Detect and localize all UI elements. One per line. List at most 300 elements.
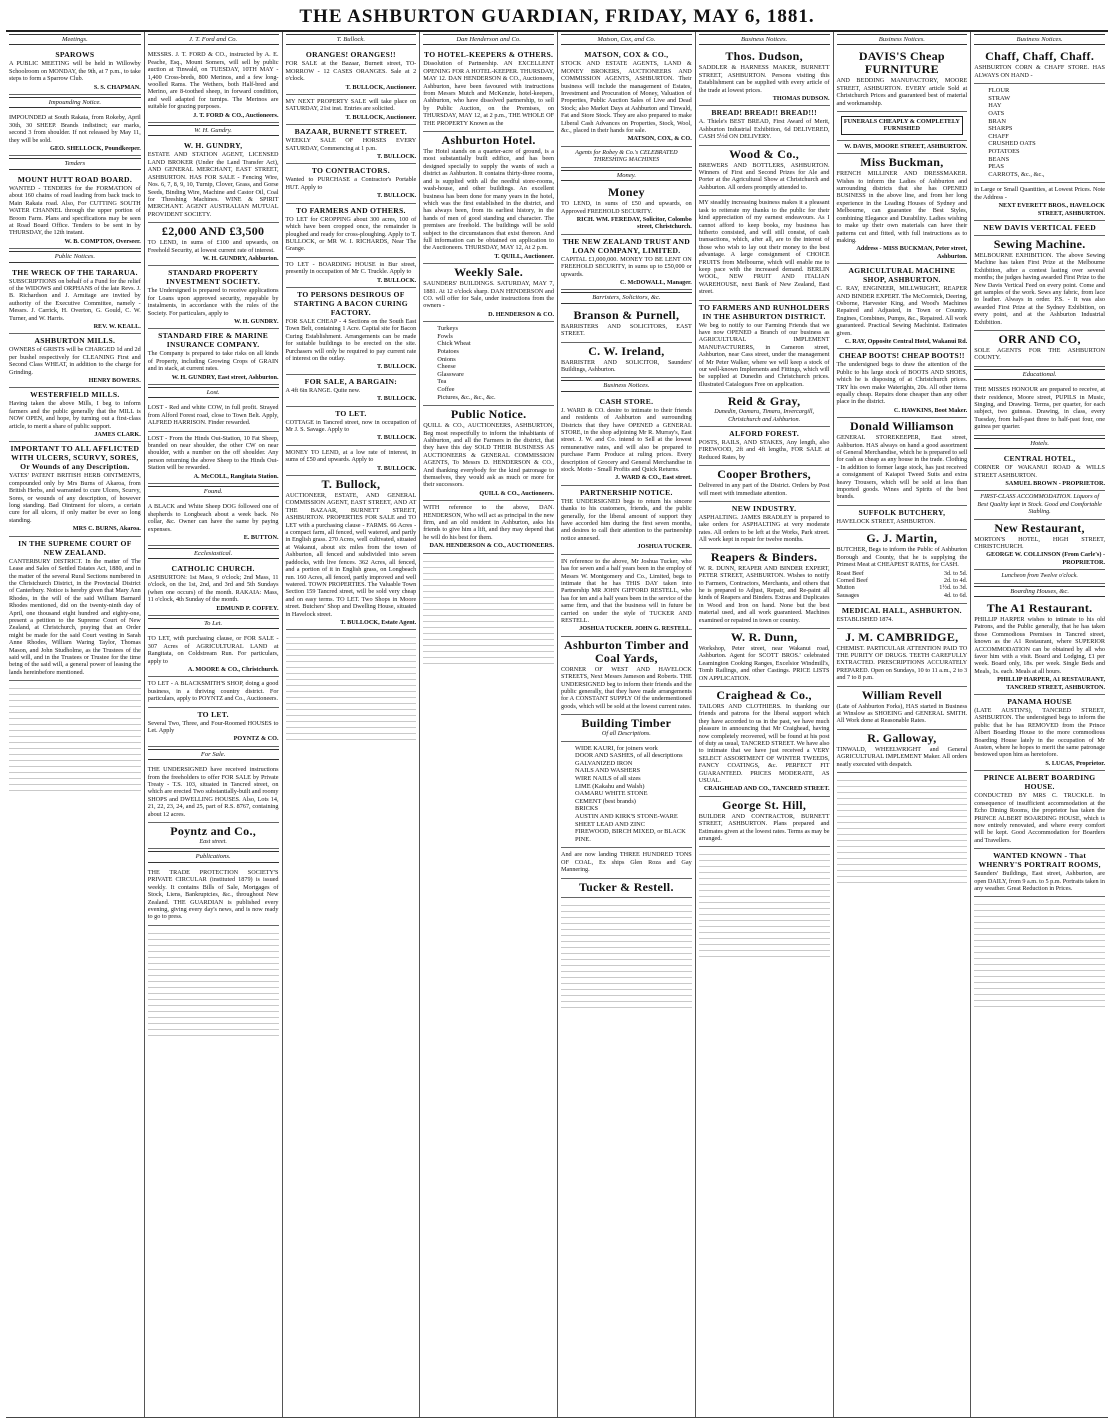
ad-signature: EDMUND P. COFFEY. — [216, 604, 279, 612]
advertisement — [148, 139, 279, 223]
advertisement — [148, 266, 279, 329]
ad-heading: IMPORTANT TO ALL AFFLICTED WITH ULCERS, SCURVY, SORES, Or Wounds of any Description. — [10, 444, 140, 472]
advertisement — [286, 125, 417, 164]
advertisement — [974, 570, 1105, 583]
list-item: BRAN — [988, 117, 1007, 125]
ad-item-list — [437, 325, 554, 401]
ad-body: IN reference to the above, Mr Joshua Tucker, who has for seven and a half years been in the employ of Messrs W. Montgomery and Co., Limited, begs to intimate that he has THIS DAY taken into Partnership MR JOHN GIFFORD RESTELL, who has for ten and a half years been in the service of the same firm, and that the business will in future be carried on under the style of TUCKER AND RESTELL. — [561, 557, 692, 624]
list-item: STRAW — [988, 94, 1011, 102]
ad-body: A 4ft 6in RANGE. Quite new. — [285, 386, 361, 394]
price-row — [837, 577, 968, 584]
section-header: Public Notices. — [9, 251, 141, 262]
advertisement — [974, 452, 1105, 491]
ad-body: TINWALD, WHEELWRIGHT and General AGRICULTURAL IMPLEMENT Maker. All orders neatly executed with despatch. — [836, 745, 968, 768]
ad-body: J. WARD & CO. desire to intimate to their friends and residents of Ashburton and surrounding Districts that they have OPENED a GENERAL STORE, in the shop adjoining Mr R. Murray's, East street. J. W. and Co. intend to Sell at the lowest remunerative rates, and will also be prepared to purchase Farm Produce at ruling prices. Every description of Grocery and General Merchandise in stock. Motto - Small Profits and Quick Returns. — [561, 406, 692, 474]
price-value: 3d. to 5d. — [943, 569, 968, 577]
advertisement — [423, 406, 554, 501]
advertisement — [286, 48, 417, 95]
advertisement — [699, 797, 830, 848]
column-2 — [144, 32, 282, 1417]
advertisement — [699, 502, 830, 549]
ad-subheading: Of all Descriptions. — [601, 730, 651, 738]
ad-signature: T. BULLOCK. — [376, 464, 417, 472]
ad-body: SAUNDERS' BUILDINGS. SATURDAY, MAY 7, 1881. At 12 o'clock sharp. DAN HENDERSON and CO. will offer for Sale, under instructions from the owners - — [423, 280, 554, 310]
ad-signature: T. QUILL, Auctioneer. — [494, 252, 554, 260]
ad-heading: PRINCE ALBERT BOARDING HOUSE. — [983, 773, 1096, 792]
ad-body: Delivered in any part of the District. Orders by Post will meet with immediate attention. — [698, 482, 830, 497]
ad-signature: T. BULLOCK. — [376, 192, 417, 200]
list-item: Glassware — [437, 370, 464, 378]
advertisement — [974, 221, 1105, 236]
section-header: Hotels. — [974, 438, 1105, 449]
ad-body: TO LET for CROPPING about 300 acres, 100 of which have been cropped once, the remainder is ploughed and ready for cross-ploughing. Apply to T. BULLOCK, or MR W. I. RICHARDS, Near The Grange. — [285, 215, 417, 253]
ad-body: PHILLIP HARPER wishes to intimate to his old Patrons, and the Public generally, that he has taken those Commodious Premises in Tancred street, known as the A1 Restaurant, where SUPERIOR ACCOMMODATION can be obtained by all who favor him with a visit. Board and Lodging, £1 per week. Board only, 18s. per week. Single Beds and Meals, 1s. each. Meals at all hours. — [974, 615, 1105, 675]
section-header: Business Notices. — [837, 34, 968, 45]
ad-heading: STANDARD FIRE & MARINE INSURANCE COMPANY. — [158, 331, 269, 350]
ad-body: CHEMIST. PARTICULAR ATTENTION PAID TO THE PURITY OF DRUGS. TEETH CAREFULLY EXTRACTED. PRESCRIPTIONS ACCURATELY PREPARED. Open on Sundays, 10 to 11 a.m., 2 to 3 and 7 to 8 p.m. — [836, 644, 968, 682]
ad-body: MY steadily increasing business makes it a pleasant task to reiterate my thanks to the public for their kind appreciation of my earnest endeavours. As I cannot afford to keep books, my business has hitherto consisted, and will still consist, of cash transactions, which, after all, are to the interest of those who wish to lay out their money to the best advantage. A large consignment of CHOICE FRUITS from Melbourne, which will enable me to keep pace with the increased demand. BERLIN WOOL, NEW FRUIT AND ITALIAN WAREHOUSE, next Bank of New Zealand, East street. — [698, 199, 830, 296]
advertisement — [148, 223, 279, 266]
advertisement — [699, 427, 830, 466]
ad-signature: HENRY BOWERS. — [88, 377, 141, 384]
ad-body: MONEY TO LEND, at a low rate of interest, in sums of £50 and upwards. Apply to — [285, 448, 417, 464]
advertisement — [837, 418, 968, 506]
advertisement — [286, 407, 417, 446]
ad-heading: William Revell — [861, 687, 943, 702]
ad-body: BREWERS AND BOTTLERS, ASHBURTON. Winners of First and Second Prizes for Ale and Porter at the Agricultural Show at Christchurch and Ashburton. All orders promptly attended to. — [698, 161, 830, 191]
ad-heading: PANAMA HOUSE — [1007, 697, 1073, 707]
advertisement — [286, 95, 417, 125]
ad-heading: Donald Williamson — [850, 419, 954, 434]
ad-heading: CHEAP BOOTS! CHEAP BOOTS!! — [839, 351, 965, 361]
ad-item-list — [575, 745, 692, 844]
ad-body: ESTATE AND STATION AGENT, LICENSED LAND BROKER (Under the Land Transfer Act), AND GENERAL MERCHANT, EAST STREET, ASHBURTON. HAS FOR SALE - Fencing Wire, Nos. 6, 7, 8, 9, 10, Turnip, Clover, Grass, and Gorse Seeds, Binding Wire, Machine and Castor Oil, Coal for Threshing Machines. WINE & SPIRIT MERCHANT. AGENT AUSTRALIAN MUTUAL PROVIDENT SOCIETY. — [147, 151, 279, 218]
ad-signature: GEO. SHELLOCK, Poundkeeper. — [50, 145, 141, 153]
ad-heading: TO PERSONS DESIROUS OF STARTING A BACON CURING FACTORY. — [293, 289, 409, 317]
ad-heading: J. M. CAMBRIDGE, — [845, 629, 959, 644]
ad-signature: T. BULLOCK, Auctioneer. — [345, 83, 417, 91]
ad-heading: AGRICULTURAL MACHINE SHOP, ASHBURTON. — [848, 266, 956, 285]
advertisement — [837, 154, 968, 264]
ad-body: QUILL & CO., AUCTIONEERS, ASHBURTON, Beg most respectfully to inform the inhabitants of Ashburton, and all the Farmers in the district, that they have this day SOLD THEIR BUSINESS AS AUCTIONEERS & GENERAL COMMISSION AGENTS, To Messrs D. HENDERSON & CO., And thanking everybody for the kind patronage to themselves, they would ask as much or more for their successors. — [423, 422, 554, 489]
boxed-notice: FUNERALS CHEAPLY & COMPLETELY FURNISHED — [841, 116, 964, 135]
advertisement — [561, 235, 692, 291]
section-header: Found. — [148, 486, 279, 497]
ad-body: A BLACK and White Sheep DOG followed one of shepherds to Longbeach about a week back. No collar, &c. Owner can have the same by paying expenses. — [147, 503, 279, 533]
ad-body: GENERAL STOREKEEPER, East street, Ashburton. HAS always on hand a good assortment of General Merchandise, which he is prepared to sell for cash as cheap as any house in the trade. Clothing - In addition to former large stock, has just received a consignment of Kaiapoi Tweed Suits and extra heavy Trousers, which will be sold at less than imported goods. Wines and Spirits of the best brands. — [836, 434, 968, 501]
ad-body: CONDUCTED BY MRS C. TRUCKLE. In consequence of insufficient accommodation at the Echo Dining Rooms, the proprietor has taken the PRINCE ALBERT BOARDING HOUSE, which is now entirely renovated, and where every comfort will be kept. Good Accommodation for Boarders and Travellers. — [974, 792, 1105, 844]
ad-body: TO LET, with purchasing clause, or FOR SALE - 307 Acres of AGRICULTURAL LAND at Rangitata, on Coldstream Run. For particulars, apply to — [147, 635, 279, 665]
advertisement — [9, 48, 141, 95]
ad-subheading: Luncheon from Twelve o'clock. — [1001, 572, 1078, 580]
ad-heading: W. H. GUNDRY, — [183, 141, 243, 151]
ad-body: FOR SALE CHEAP - 4 Sections on the South East Town Belt, containing 1 Acre. Capital site for Bacon Curing Establishment. Arrangements can be made for suitable buildings to be erected on the site. Purchasers will only be required to pay current rate of interest on the outlay. — [285, 317, 417, 362]
advertisement — [423, 501, 554, 553]
advertisement — [9, 173, 141, 249]
price-row — [837, 584, 968, 591]
ad-heading: Weekly Sale. — [454, 265, 524, 280]
advertisement — [974, 771, 1105, 849]
advertisement — [699, 549, 830, 629]
ad-body: AND BEDDING MANUFACTORY, MOORE STREET, ASHBURTON. EVERY article Sold at Christchurch Prices and guaranteed best of material and workmanship. — [836, 77, 968, 107]
ad-body: We beg to notify to our Farming Friends that we have now OPENED a Branch of our business as AGRICULTURAL IMPLEMENT MANUFACTURERS, in Cameron street, Ashburton, near Cass street, under the management of Mr Peter Walker, where we will keep a stock of our well-known Implements and Fittings, which will be supplied at Dunedin and Christchurch prices. Illustrated Catalogues Free on application. — [698, 321, 830, 388]
advertisement — [699, 301, 830, 394]
column-continuation — [699, 849, 830, 959]
list-item: Pictures, &c., &c., &c. — [437, 393, 496, 401]
ad-heading: CASH STORE. — [599, 396, 654, 406]
ad-body: WITH reference to the above, DAN. HENDERSON, Who will act as principal in the new firm, and an old resident in Ashburton, asks his friends to give him a lift, and they may depend that he will do his best for them. — [423, 504, 554, 541]
ad-body: CORNER OF WEST AND HAVELOCK STREETS, Next Messrs Jameson and Roberts. THE UNDERSIGNED beg to inform their friends and the public generally, that they have made arrangements for A CONSTANT SUPPLY Of the undermentioned goods, which will be sold at the lowest current rates. — [561, 665, 692, 710]
ad-heading: WANTED KNOWN - That WHENRY'S PORTRAIT ROOMS, — [978, 851, 1101, 870]
ad-heading: ORR AND CO, — [998, 332, 1081, 347]
ad-signature: MATSON, COX, & CO. — [627, 135, 692, 143]
list-item: Coffee — [437, 385, 455, 393]
advertisement — [837, 48, 968, 112]
advertisement — [561, 48, 692, 146]
advertisement — [837, 530, 968, 604]
advertisement — [286, 446, 417, 476]
advertisement — [974, 600, 1105, 695]
ad-signature: NEXT EVERETT BROS., HAVELOCK STREET, ASHBURTON. — [998, 202, 1105, 217]
ad-heading: STANDARD PROPERTY INVESTMENT SOCIETY. — [166, 268, 261, 287]
ad-heading: NEW DAVIS VERTICAL FEED — [983, 222, 1097, 232]
ad-heading: NEW INDUSTRY. — [731, 504, 797, 514]
ad-body: (LATE AUSTIN'S), TANCRED STREET, ASHBURTON. The undersigned begs to inform the public that he has REMOVED from the Prince Albert Boarding House to the more commodious Boarding House lately in the occupation of Mr Austen, where he hopes to merit the same patronage bestowed upon him as heretofore. — [974, 707, 1105, 759]
list-item: WIRE NAILS of all sizes — [575, 774, 641, 782]
ad-body: TO LEND, in sums of £100 and upwards, on Freehold Security, at lowest current rate of interest. — [147, 239, 279, 254]
list-item: CEMENT (best brands) — [575, 797, 636, 805]
ad-heading: R. Galloway, — [867, 730, 937, 745]
column-8 — [970, 32, 1108, 1417]
advertisement — [561, 343, 692, 379]
columns-container — [6, 32, 1108, 1418]
ad-heading: TO FARMERS AND RUNHOLDERS IN THE ASHBURTON DISTRICT. — [698, 302, 830, 321]
ad-body: BUILDER AND CONTRACTOR, BURNETT STREET, ASHBURTON. Plans prepared and Estimates given at the lowest rates. Terms as may be arranged. — [698, 812, 830, 843]
ad-body: THE UNDERSIGNED begs to return his sincere thanks to his customers, friends, and the public generally, for the liberal amount of support they have accorded him during the first seven months, and desires to call their attention to the partnership notice annexed. — [561, 497, 692, 542]
ad-body: TAILORS AND CLOTHIERS. In thanking our friends and patrons for the liberal support which they have accorded to us in the past, we have much pleasure in announcing that Mr Craighead, having now completely recovered, will be found at his post of duty as usual, TANCRED STREET. We have also to intimate that we have just received a VERY SELECT ASSORTMENT OF WINTER TWEEDS, FANCY COATINGS, &c. PERFECT FIT GUARANTEED. PRICES MODERATE, AS USUAL. — [698, 702, 830, 785]
ad-signature: Address - MISS BUCKMAN, Peter street, Ashburton. — [856, 245, 968, 260]
advertisement — [561, 555, 692, 637]
ad-signature: JAMES CLARK. — [94, 431, 141, 439]
masthead-title: THE ASHBURTON GUARDIAN, FRIDAY, MAY 6, 1881. — [6, 4, 1108, 32]
advertisement — [974, 48, 1105, 84]
price-value: 2d. to 4d. — [943, 576, 968, 584]
section-header: To Let. — [148, 618, 279, 629]
ad-heading: Sewing Machine. — [993, 236, 1086, 251]
price-value: 1½d. to 3d. — [939, 584, 968, 592]
advertisement — [561, 715, 692, 741]
ad-signature: JOSHUA TUCKER. — [637, 543, 692, 551]
ad-heading: TO HOTEL-KEEPERS & OTHERS. — [424, 50, 554, 60]
ad-subheading: Dunedin, Oamaru, Timaru, Invercargill, Christchurch and Ashburton. — [714, 408, 814, 423]
ad-body: STOCK AND ESTATE AGENTS, LAND & MONEY BROKERS, AUCTIONEERS AND COMMISSION AGENTS, ASHBURTON. Their business will include the management of Estates, Investment and Procuration of Money, Valuation of Properties, Public Auction Sales of Live and Dead Stock; also Market Days at Ashburton and Tinwald, Fat and Store Stock. They are also prepared to make Liberal Cash Advances on Properties, Stock, Wool, &c., placed in their hands for sale. — [561, 60, 692, 135]
ad-body: IMPOUNDED at South Rakaia, from Rokeby, April 30th, 30 SHEEP. Brands indistinct; ear marks, second 3 from shoulder. If not released by May 11, they will be sold. — [9, 114, 141, 144]
section-header: T. Bullock. — [286, 34, 417, 45]
ad-signature: MRS C. BURNS, Akaroa. — [72, 525, 141, 533]
ad-heading: ORANGES! ORANGES!! — [305, 50, 396, 60]
advertisement — [837, 604, 968, 628]
ad-signature: W. DAVIS, MOORE STREET, ASHBURTON. — [844, 142, 968, 150]
ad-body: Wanted to PURCHASE a Contractor's Portable HUT. Apply to — [285, 176, 417, 191]
ad-body: SOLE AGENTS FOR THE ASHBURTON COUNTY. — [974, 347, 1105, 362]
column-continuation — [974, 899, 1105, 1009]
advertisement — [974, 849, 1105, 897]
ad-heading: THE NEW ZEALAND TRUST AND LOAN COMPANY, LIMITED. — [562, 236, 691, 255]
ad-heading: Craighead & Co., — [716, 687, 812, 702]
ad-signature: T. BULLOCK. — [376, 276, 417, 284]
ad-heading: SPAROWS — [55, 50, 95, 60]
ad-body: in Large or Small Quantities, at Lowest Prices. Note the Address - — [974, 186, 1105, 201]
advertisement — [148, 432, 279, 484]
list-item: HAY — [988, 102, 1002, 110]
column-5 — [557, 32, 695, 1417]
ad-body: BARRISTERS AND SOLICITORS, EAST STREET. — [561, 322, 692, 338]
section-header: Tenders — [9, 158, 141, 169]
column-3 — [282, 32, 420, 1417]
advertisement — [837, 730, 968, 773]
advertisement — [423, 48, 554, 132]
ad-heading: Chaff, Chaff, Chaff. — [985, 49, 1095, 64]
advertisement — [561, 486, 692, 555]
advertisement — [974, 236, 1105, 331]
advertisement — [699, 146, 830, 197]
list-item: Chick Wheat — [437, 340, 471, 348]
advertisement — [286, 204, 417, 258]
ad-body: YATES' PATENT BRITISH HERB OINTMENTS, compounded only by Mrs Burns of Akaroa, from British Herbs, and warranted to cure Ulcers, Scurvy, Sores, or wounds of any description, of however long standing. Bad Ointment for ulcers, a certain cure for all ulcers, if only matter be ever so long standing. — [9, 472, 141, 524]
ad-signature: DAN. HENDERSON & CO., AUCTIONEERS. — [429, 542, 554, 550]
ad-heading: The A1 Restaurant. — [986, 600, 1093, 615]
ad-body: Workshop, Peter street, near Wakanui road, Ashburton. Agent for SCOTT BROS.' celebrated Leamington Cooking Ranges, Excelsior Windmill's, Tomb Railings, and other Castings. PRICE LISTS ON APPLICATION. — [698, 644, 830, 682]
column-4 — [419, 32, 557, 1417]
section-header: W. H. Gundry. — [148, 125, 279, 136]
ad-heading: C. W. Ireland, — [588, 343, 665, 358]
advertisement — [837, 506, 968, 530]
advertisement — [837, 687, 968, 730]
advertisement — [974, 331, 1105, 367]
ad-signature: W. H. GUNDRY, East street, Ashburton. — [171, 373, 279, 381]
ad-heading: CENTRAL HOTEL, — [1003, 454, 1076, 464]
advertisement — [423, 264, 554, 322]
advertisement — [148, 329, 279, 385]
ad-signature: POYNTZ & CO. — [233, 735, 279, 743]
ad-body: LOST - Red and white COW, in full profit. Strayed from Alford Forest road, close to Town Belt. Apply, ALFRED HARRISON. Finder rewarded. — [147, 404, 279, 427]
ad-body: THE UNDERSIGNED have received instructions from the freeholders to offer FOR SALE by Private Treaty - T.S. 103, situated in Tancred street, on which are erected Two substantially-built and roomy SHOPS and DWELLING HOUSES. Also, Lots 14, 21, 22, 23, 24, and 25, part of R.S. 8767, containing about 12 acres. — [147, 766, 279, 818]
advertisement — [423, 132, 554, 264]
list-item: WIDE KAURI, for joiners work — [575, 744, 658, 752]
advertisement — [9, 442, 141, 536]
ad-signature: D. HENDERSON & CO. — [488, 310, 554, 318]
advertisement — [699, 106, 830, 145]
list-item: Turkeys — [437, 325, 458, 333]
ad-body: C. RAY, ENGINEER, MILLWRIGHT, REAPER AND BINDER EXPERT. The McCormick, Deering, Osborne, Harvester King, and Wood's Machines Repaired and Adjusted, in Town or Country. Engines, Combines, Pumps, &c., Repaired. All work guaranteed. Practical Sewing Machinist. Estimates given. — [836, 285, 968, 337]
list-item: DOOR AND SASHES, of all descriptions — [575, 752, 683, 760]
section-header: Money. — [561, 170, 692, 181]
ad-heading: Reapers & Binders. — [710, 549, 818, 564]
ad-heading: THE WRECK OF THE TARARUA. — [11, 267, 138, 277]
ad-body: Dissolution of Partnership. AN EXCELLENT OPENING FOR A HOTEL-KEEPER. THURSDAY, MAY 12. DAN HENDERSON & CO., Auctioneers, Ashburton, have been favoured with instructions from Messrs Mutch and McKenzie, hotel-keepers, Ashburton, who have dissolved partnership, to sell by Public Auction, on the Premises, on THURSDAY, MAY 12, at 2 p.m., THE WHOLE OF THE PROPERTY Known as the — [423, 60, 554, 127]
ad-body: WEEKLY SALE OF HORSES EVERY SATURDAY, Commencing at 1 p.m. — [285, 137, 417, 152]
ad-heading: Public Notice. — [450, 407, 527, 422]
advertisement — [837, 112, 968, 141]
list-item: Onions — [437, 355, 456, 363]
advertisement — [286, 375, 417, 407]
ad-signature: SAMUEL BROWN - PROPRIETOR. — [1005, 479, 1105, 487]
ad-signature: T. BULLOCK, Estate Agent. — [340, 618, 417, 626]
ad-heading: PARTNERSHIP NOTICE. — [580, 487, 673, 497]
advertisement — [699, 629, 830, 687]
advertisement — [561, 879, 692, 898]
ad-body: A. Thiele's BEST BREAD, First Award of Merit, Ashburton Industrial Exhibition, 6d DELIVERED, CASH 5½d ON DELIVERY. — [698, 118, 830, 141]
advertisement — [9, 334, 141, 388]
ad-heading: SUFFOLK BUTCHERY, — [858, 507, 946, 517]
ad-body: CANTERBURY DISTRICT. In the matter of The Lease and Sales of Settled Estates Act, 1880, and in the matter of the several Rural Sections numbered in the Christchurch District, in the Provincial District of Canterbury. Notice is hereby given that Mary Ann Rhodes, in the will of the said William Barnard Rhodes mentioned, did on the twenty-ninth day of April, one thousand eight hundred and eighty-one, present a petition to the Supreme Court of New Zealand, at Christchurch, praying that an Order might be made for the said Court vesting in Sarah Anne Rhodes, William Waring Taylor, Thomas Mason, and John Studholme, as the Trustees of the said will, and in the Trustees or Trustee for the time being of the said will, a general power of leasing the lands hereinbefore mentioned. — [9, 557, 141, 676]
ad-body: OWNERS of GRISTS will be CHARGED 1d and 2d per bushel respectively for CLEANING First and Second Class WHEAT, in addition to the charge for Grinding. — [9, 346, 141, 376]
ad-body: And are now landing THREE HUNDRED TONS OF COAL, Ex ships Glen Roza and Gay Mannering. — [561, 851, 692, 874]
advertisement — [974, 520, 1105, 571]
advertisement — [561, 307, 692, 343]
list-item: SHARPS — [988, 125, 1013, 133]
ad-subheading: East street. — [199, 838, 227, 846]
advertisement — [699, 48, 830, 106]
advertisement — [837, 264, 968, 349]
advertisement — [286, 476, 417, 630]
ad-heading: Wood & Co., — [729, 146, 800, 161]
ad-heading: Tucker & Restell. — [578, 879, 674, 894]
section-header: Business Notices. — [561, 380, 692, 391]
price-item: Mutton — [836, 584, 855, 592]
ad-body: (Late of Ashburton Forks), HAS started in Business at Winslow as SHOEING and GENERAL SMITH. All Work done at Reasonable Rates. — [836, 702, 968, 725]
ad-heading: MOUNT HUTT ROAD BOARD. — [17, 174, 133, 184]
ad-body: AUCTIONEER, ESTATE, AND GENERAL COMMISSION AGENT, EAST STREET, AND AT THE BAZAAR, BURNETT STREET, ASHBURTON. PROPERTIES FOR SALE and TO LET with a purchasing clause - FARMS. 66 Acres - a compact farm, all fenced, well watered, and partly in English grass. 270 Acres, well cultivated, situated at Wakanui, about six miles from the town of Ashburton, all fenced and subdivided into seven paddocks, with live fences. 362 Acres, all fenced, and a portion of it in English grass, on Longbeach run. 160 Acres, all fenced, partly improved and well watered. TOWN PROPERTIES. The Valuable Town Section 159 Tancred street, will be sold very cheap and on easy terms. TO LET. Two Shops in Moore street. Butchers' Shop and Dwelling House, situated in Havelock street. — [285, 492, 417, 618]
ad-heading: Ashburton Hotel. — [441, 133, 536, 148]
list-item: POTATOES — [988, 147, 1020, 155]
ad-body: The Company is prepared to take risks on all kinds of Property, including Growing Crops of GRAIN and in stack, at current rates. — [147, 350, 279, 373]
ad-signature: A. MOORE & CO., Christchurch. — [187, 665, 279, 673]
section-header: J. T. Ford and Co. — [148, 34, 279, 45]
ad-body: LOST - From the Hinds Out-Station, 10 Fat Sheep, branded on near shoulder, the other CW on near shoulder, with a number on the off shoulder. Any person returning the above Sheep to the Hinds Out-Station will be rewarded. — [147, 434, 279, 472]
ad-body: Having taken the above Mills, I beg to inform farmers and the public generally that the MILL is NOW OPEN, and hope, by turning out a first-class article, to merit a share of public support. — [9, 400, 141, 430]
column-continuation — [423, 556, 554, 666]
advertisement — [148, 401, 279, 431]
advertisement — [837, 629, 968, 687]
ad-signature: RICH. WM. FEREDAY, Solicitor, Colombo street, Christchurch. — [576, 215, 692, 231]
ad-heading: Ashburton Timber and Coal Yards, — [564, 637, 689, 665]
ad-signature: W. H. GUNDRY. — [233, 317, 279, 325]
ad-signature: J. T. FORD & CO., Auctioneers. — [193, 111, 279, 119]
ad-body: The Undersigned is prepared to receive applications for Loans upon approved security, repayable by instalments, in accordance with the rules of the Society. For particulars, apply to — [147, 287, 279, 317]
ad-body: A PUBLIC MEETING will be held in Willowby Schoolroom on MONDAY, the 9th, at 7 p.m., to take steps to form a Sparrow Club. — [9, 60, 141, 83]
ad-heading: BAZAAR, BURNETT STREET. — [294, 127, 408, 137]
ad-body: The Hotel stands on a quarter-acre of ground, is a most substantially built edifice, and has been designed specially to supply the wants of such a district as Ashburton. It contains thirty-three rooms, and is supplied with all the needful store-rooms, wash-house, and other buildings. An excellent business has been done for many years in the hotel, which was the first established in the district, and has always been, from its earliest history, in the hands of men of good standing and character. The premises are freehold. The buildings will be sold subject to the circumstances that exist thereon. And full information can be obtained on application to the Auctioneers. THURSDAY, MAY 12, At 2 p.m. — [423, 148, 554, 252]
section-header: Barristers, Solicitors, &c. — [561, 292, 692, 303]
ad-heading: TO LET. — [335, 408, 367, 418]
section-header: Boarding Houses, &c. — [974, 586, 1105, 597]
advertisement — [286, 164, 417, 203]
ad-body: BARRISTER AND SOLICITOR, Saunders' Buildings, Ashburton. — [561, 358, 692, 373]
list-item: Potatoes — [437, 347, 459, 355]
advertisement — [423, 322, 554, 406]
list-item: Fowls — [437, 332, 453, 340]
advertisement — [148, 500, 279, 545]
advertisement — [148, 48, 279, 123]
ad-body: ASPHALTING. JAMES BRADLEY is prepared to take orders for ASPHALTING at very moderate rates. All orders to be left at the Works, Park street. All work kept in repair for twelve months. — [698, 514, 830, 544]
list-item: PEAS — [988, 163, 1004, 171]
advertisement — [148, 763, 279, 823]
section-header: Business Notices. — [974, 34, 1105, 45]
ad-body: BUTCHER, Begs to inform the Public of Ashburton Borough and County, that he is supplying the Primest Meat at CHEAPEST RATES, for CASH. — [836, 546, 968, 569]
ad-signature: T. BULLOCK. — [376, 363, 417, 371]
ad-signature: QUILL & CO., Auctioneers. — [479, 489, 554, 497]
ad-body: MORTON'S HOTEL, HIGH STREET, CHRISTCHURCH. — [974, 535, 1105, 550]
ad-heading: CATHOLIC CHURCH. — [171, 563, 255, 573]
ad-signature: C. McDOWALL, Manager. — [619, 278, 692, 286]
section-header: Meetings. — [9, 34, 141, 45]
advertisement — [561, 848, 692, 878]
advertisement — [974, 491, 1105, 519]
ad-signature: A. McCOLL, Rangitata Station. — [193, 472, 279, 480]
ad-signature: T. BULLOCK. — [376, 434, 417, 442]
advertisement — [148, 866, 279, 926]
price-value: 4d. to 6d. — [943, 591, 968, 599]
ad-signature: PHILLIP HARPER, A1 RESTAURANT, TANCRED STREET, ASHBURTON. — [997, 676, 1105, 691]
ad-heading: ALFORD FOREST. — [729, 429, 800, 439]
ad-heading: Building Timber — [581, 716, 672, 731]
ad-subheading: FIRST-CLASS ACCOMMODATION. Liquors of Best Quality kept in Stock. Good and Comfortable Stabling. — [977, 493, 1102, 516]
column-7 — [833, 32, 971, 1417]
ad-signature: E. BUTTON. — [243, 534, 279, 542]
section-header: Educational. — [974, 369, 1105, 380]
ad-heading: TO FARMERS AND OTHERS. — [296, 205, 406, 215]
advertisement — [286, 258, 417, 288]
price-row — [837, 570, 968, 577]
ad-body: W. R. DUNN, REAPER AND BINDER EXPERT, PETER STREET, ASHBURTON. Wishes to notify to Farmers, Contractors, Merchants, and others that he is prepared to Adjust, Repair, and Re-paint all kinds of Reapers and Binders. Extras and Duplicates in Wood and Iron on hand. None but the best material used, and all work guaranteed. Machines examined or repaired in town or country. — [698, 564, 830, 624]
ad-signature: S. LUCAS, Proprietor. — [1045, 759, 1105, 767]
ad-heading: WESTERFIELD MILLS. — [30, 390, 120, 400]
ad-body: FRENCH MILLINER AND DRESSMAKER. Wishes to inform the Ladies of Ashburton and surrounding districts that she has OPENED BUSINESS in the above line, and from her long experience in the Leading Houses of Sydney and Melbourne, can guarantee the Best Styles, combining Elegance and Durability. Ladies wishing to make up their own materials can have their patterns cut and fitted, with full instructions as to making. — [836, 170, 968, 244]
ad-signature: JOSHUA TUCKER. JOHN G. RESTELL. — [579, 625, 692, 633]
list-item: LIME (Kakahu and Walsh) — [575, 782, 645, 790]
ad-body: SUBSCRIPTIONS on behalf of a Fund for the relief of the WIDOWS and ORPHANS of the late Revs. J. B. Richardson and J. Armitage are invited by authority of the Executive Committee, namely - Messrs. J. Carrick, H. Overton, G. Gould, C. W. Turner, and W. Harris. — [9, 277, 141, 322]
ad-heading: New Restaurant, — [994, 520, 1085, 535]
column-continuation — [286, 632, 417, 742]
ad-heading: G. J. Martin, — [866, 531, 938, 546]
advertisement — [561, 395, 692, 486]
ad-item-list — [988, 87, 1105, 178]
ad-body: ASHBURTON: 1st Mass, 9 o'clock; 2nd Mass, 11 o'clock, on the 1st, 2nd, and 3rd and 5th Sundays (when one occurs) of the month. RAKAIA: Mass, 11 o'clock, 4th Sunday of the month. — [147, 573, 279, 604]
advertisement — [699, 196, 830, 300]
price-list — [837, 570, 968, 600]
ad-signature: W. B. COMPTON, Overseer. — [64, 237, 141, 245]
list-item: FIREWOOD, BIRCH MIXED, or BLACK PINE. — [575, 828, 686, 843]
ad-body: THE TRADE PROTECTION SOCIETY'S PRIVATE CIRCULAR (instituted 1879) is issued weekly. It contains Bills of Sale, Mortgages of Stock, Liens, Bankruptcies, &c., throughout New Zealand. THE GUARDIAN is published every evening, giving every day's news, and is now ready to go to press. — [147, 868, 279, 921]
ad-heading: Poyntz and Co., — [170, 824, 257, 839]
section-header: Ecclesiastical. — [148, 548, 279, 559]
ad-body: TO LET - A BLACKSMITH'S SHOP, doing a good business, in a thriving country district. For particulars, apply to POYNTZ and Co., Auctioneers. — [147, 680, 279, 703]
ad-heading: £2,000 AND £3,500 — [161, 224, 265, 239]
advertisement — [837, 141, 968, 154]
ad-signature: J. WARD & CO., East street. — [615, 474, 692, 482]
ad-body: MESSRS. J. T. FORD & CO., instructed by A. E. Peache, Esq., Mount Somers, will sell by public auction at Tinwald, on TUESDAY, 10TH MAY - 1,400 Cross-breds, 800 Merinos, and a few long-woolled Rams. The Wethers, both Half-bred and Merino, are 8-toothed sheep, in forward condition, and well adapted for turnips. The Merinos are suitable for grazing purposes. — [147, 51, 279, 111]
ad-heading: George St. Hill, — [722, 797, 807, 812]
ad-body: FOR SALE at the Bazaar, Burnett street, TO-MORROW - 12 CASES ORANGES. Sale at 2 o'clock. — [285, 60, 417, 83]
advertisement — [148, 823, 279, 849]
section-header: Dan Henderson and Co. — [423, 34, 554, 45]
ad-body: SADDLER & HARNESS MAKER, BURNETT STREET, ASHBURTON. Persons visiting this Establishment can be supplied with every article of the trade at lowest prices. — [698, 64, 830, 94]
list-item: AUSTIN AND KIRK'S STONE-WARE — [575, 812, 678, 820]
list-item: CARROTS, &c., &c., — [988, 170, 1045, 178]
ad-signature: C. RAY, Opposite Central Hotel, Wakanui Rd. — [844, 337, 968, 345]
section-header: For Sale. — [148, 749, 279, 760]
